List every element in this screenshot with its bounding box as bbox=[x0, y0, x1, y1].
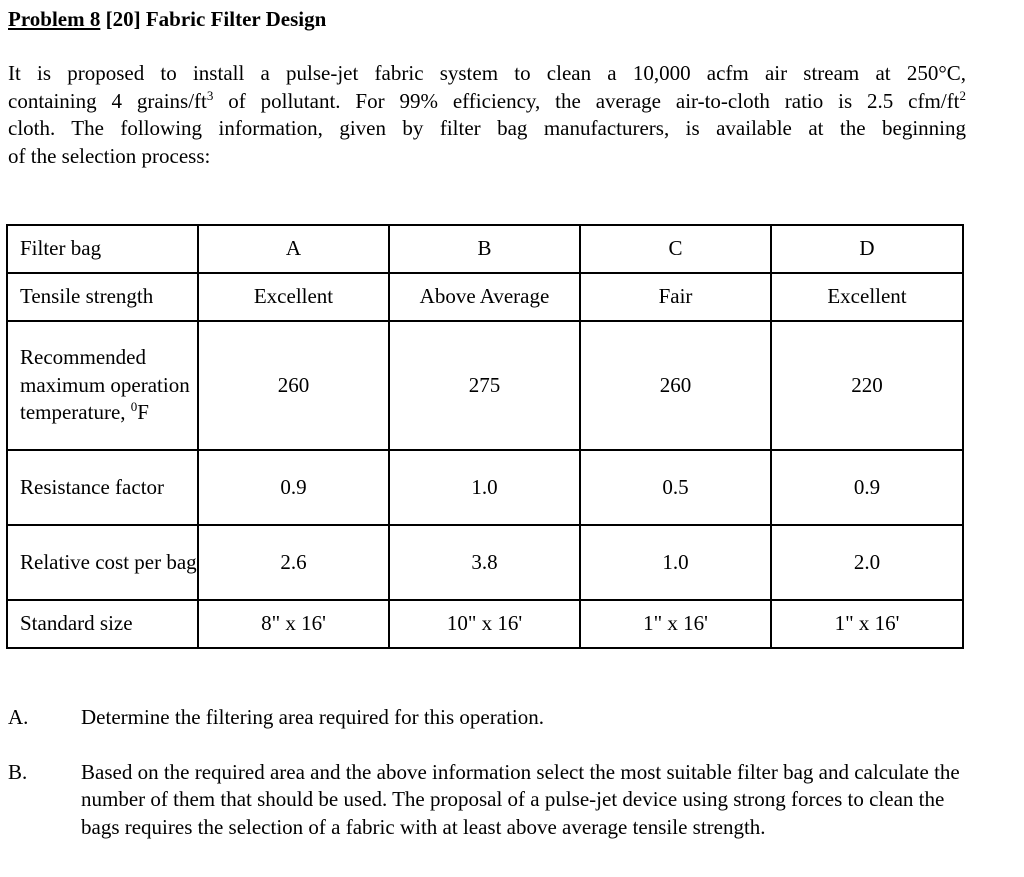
table-row bbox=[7, 273, 963, 321]
statement-line-1: It is proposed to install a pulse-jet fabric system to clean a 10,000 acfm air stream at 250°C, bbox=[8, 61, 966, 85]
question-text: Determine the filtering area required for this operation. bbox=[81, 705, 544, 729]
table-cell: 260 bbox=[198, 321, 389, 450]
statement-line-3: cloth. The following information, given by filter bag manufacturers, is available at the beginning bbox=[8, 116, 966, 140]
row-label-unit: F bbox=[137, 400, 149, 425]
statement-text: of pollutant. For 99% efficiency, the average air-to-cloth ratio is 2.5 cfm/ft bbox=[213, 88, 960, 113]
table-header-cell: B bbox=[389, 225, 580, 273]
question-list bbox=[8, 704, 964, 841]
table-cell: Excellent bbox=[198, 273, 389, 321]
table-cell: 3.8 bbox=[389, 525, 580, 600]
row-label: Standard size bbox=[7, 600, 198, 648]
table-header-label: Filter bag bbox=[7, 225, 198, 273]
table-row bbox=[7, 321, 963, 450]
table-cell: 1" x 16' bbox=[580, 600, 771, 648]
problem-heading: [20] Fabric Filter Design bbox=[100, 7, 327, 31]
problem-number: Problem 8 bbox=[8, 7, 101, 31]
problem-statement bbox=[8, 60, 966, 170]
question-letter: A. bbox=[8, 705, 29, 729]
table-row bbox=[7, 600, 963, 648]
table-cell: Above Average bbox=[389, 273, 580, 321]
table-cell: 1.0 bbox=[389, 450, 580, 525]
statement-line-4: of the selection process: bbox=[8, 143, 211, 168]
table-cell: 2.0 bbox=[771, 525, 963, 600]
table-cell: Excellent bbox=[771, 273, 963, 321]
table-cell: Fair bbox=[580, 273, 771, 321]
table-cell: 275 bbox=[389, 321, 580, 450]
superscript: 2 bbox=[959, 87, 966, 103]
superscript: 0 bbox=[130, 399, 138, 415]
table-cell: 0.9 bbox=[771, 450, 963, 525]
table-cell: 1.0 bbox=[580, 525, 771, 600]
table-row bbox=[7, 525, 963, 600]
table-cell: 8" x 16' bbox=[198, 600, 389, 648]
table-header-cell: D bbox=[771, 225, 963, 273]
table-header-row bbox=[7, 225, 963, 273]
question-text: Based on the required area and the above information select the most suitable filter bag and calculate the number of them that should be used. The proposal of a pulse-jet device using strong forces to clean the bags requires the selection of a fabric with at least above average tensile strength. bbox=[81, 759, 960, 839]
superscript: 3 bbox=[206, 87, 214, 103]
table-cell: 260 bbox=[580, 321, 771, 450]
table-cell: 10" x 16' bbox=[389, 600, 580, 648]
statement-line-2 bbox=[8, 88, 966, 116]
row-label: Relative cost per bag bbox=[7, 525, 198, 600]
table-cell: 220 bbox=[771, 321, 963, 450]
row-label: Resistance factor bbox=[7, 450, 198, 525]
table-row bbox=[7, 450, 963, 525]
question-a bbox=[8, 704, 964, 732]
row-label-text: Recommended maximum operation temperature, bbox=[20, 345, 190, 425]
table-cell: 1" x 16' bbox=[771, 600, 963, 648]
question-b bbox=[8, 759, 964, 842]
problem-title bbox=[8, 6, 326, 32]
statement-text: containing 4 grains/ft bbox=[8, 88, 207, 113]
row-label: Tensile strength bbox=[7, 273, 198, 321]
table-cell: 0.9 bbox=[198, 450, 389, 525]
table-header-cell: C bbox=[580, 225, 771, 273]
table-header-cell: A bbox=[198, 225, 389, 273]
question-letter: B. bbox=[8, 759, 28, 784]
row-label bbox=[7, 321, 198, 450]
filter-bag-table bbox=[6, 224, 964, 649]
table-cell: 0.5 bbox=[580, 450, 771, 525]
table-cell: 2.6 bbox=[198, 525, 389, 600]
